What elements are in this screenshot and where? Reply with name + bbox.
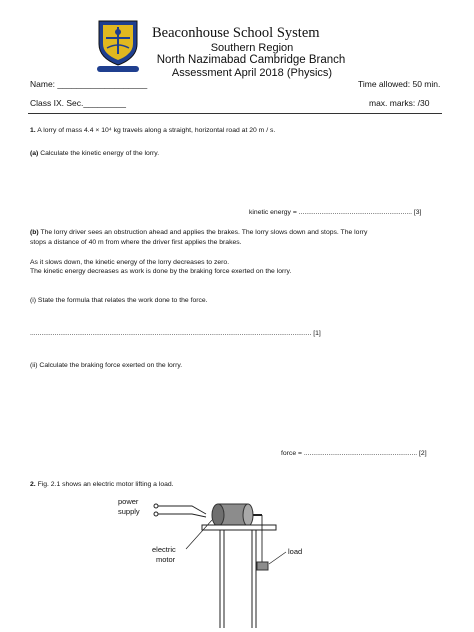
question-2-text: Fig. 2.1 shows an electric motor lifting a load. — [37, 481, 174, 488]
question-1b-info-2: The kinetic energy decreases as work is done by the braking force exerted on the lorry. — [30, 268, 292, 275]
electric-label: electric — [152, 545, 176, 554]
question-1-stem — [30, 127, 275, 136]
question-1a — [30, 150, 159, 159]
kinetic-energy-answer-line: kinetic energy = ............................................................ [3] — [249, 209, 422, 216]
electric-motor-diagram — [100, 492, 340, 628]
terminal-top — [154, 504, 158, 508]
class-section-field: Class IX. Sec._________ — [30, 98, 126, 108]
question-1b-i-answer-line: ..................................................................................................................................................... [1] — [30, 330, 321, 337]
school-name: Beaconhouse School System — [152, 25, 320, 41]
question-1b-ii: (ii) Calculate the braking force exerted on the lorry. — [30, 362, 183, 369]
load-block — [257, 562, 268, 570]
motor-end-cap — [212, 504, 224, 526]
question-1-number: 1. — [30, 127, 36, 134]
supply-wire-2 — [158, 514, 206, 517]
supply-wire-1 — [158, 506, 206, 514]
force-answer-line: force = ............................................................ [2] — [281, 450, 427, 457]
question-1b-i: (i) State the formula that relates the work done to the force. — [30, 297, 208, 304]
question-2-number: 2. — [30, 481, 36, 488]
power-label: power — [118, 497, 139, 506]
question-1b-text: The lorry driver sees an obstruction ahead and applies the brakes. The lorry slows down and stops. The lorry — [40, 229, 368, 236]
motor-label-pointer — [186, 520, 212, 549]
header-divider — [28, 113, 442, 114]
time-allowed: Time allowed: 50 min. — [358, 79, 441, 89]
bench-top — [202, 525, 276, 530]
load-label-pointer — [269, 552, 286, 564]
question-1-text: A lorry of mass 4.4 × 10⁴ kg travels along a straight, horizontal road at 20 m / s. — [37, 127, 276, 134]
question-1a-label: (a) — [30, 150, 39, 157]
supply-label: supply — [118, 507, 140, 516]
question-1b-info-1: As it slows down, the kinetic energy of the lorry decreases to zero. — [30, 259, 230, 266]
load-label: load — [288, 547, 303, 556]
max-marks: max. marks: /30 — [369, 98, 430, 108]
question-1b-line-1 — [30, 229, 367, 238]
question-1b-label: (b) — [30, 229, 39, 236]
motor-face — [243, 504, 253, 526]
assessment-title: Assessment April 2018 (Physics) — [171, 67, 333, 79]
question-1b-line-2: stops a distance of 40 m from where the driver first applies the brakes. — [30, 239, 242, 246]
name-field: Name: ___________________ — [30, 79, 148, 89]
question-1a-text: Calculate the kinetic energy of the lorry. — [40, 150, 160, 157]
motor-label: motor — [156, 555, 176, 564]
terminal-bottom — [154, 512, 158, 516]
branch-name: North Nazimabad Cambridge Branch — [156, 54, 346, 66]
region-name: Southern Region — [210, 42, 294, 54]
question-2-stem — [30, 481, 174, 490]
